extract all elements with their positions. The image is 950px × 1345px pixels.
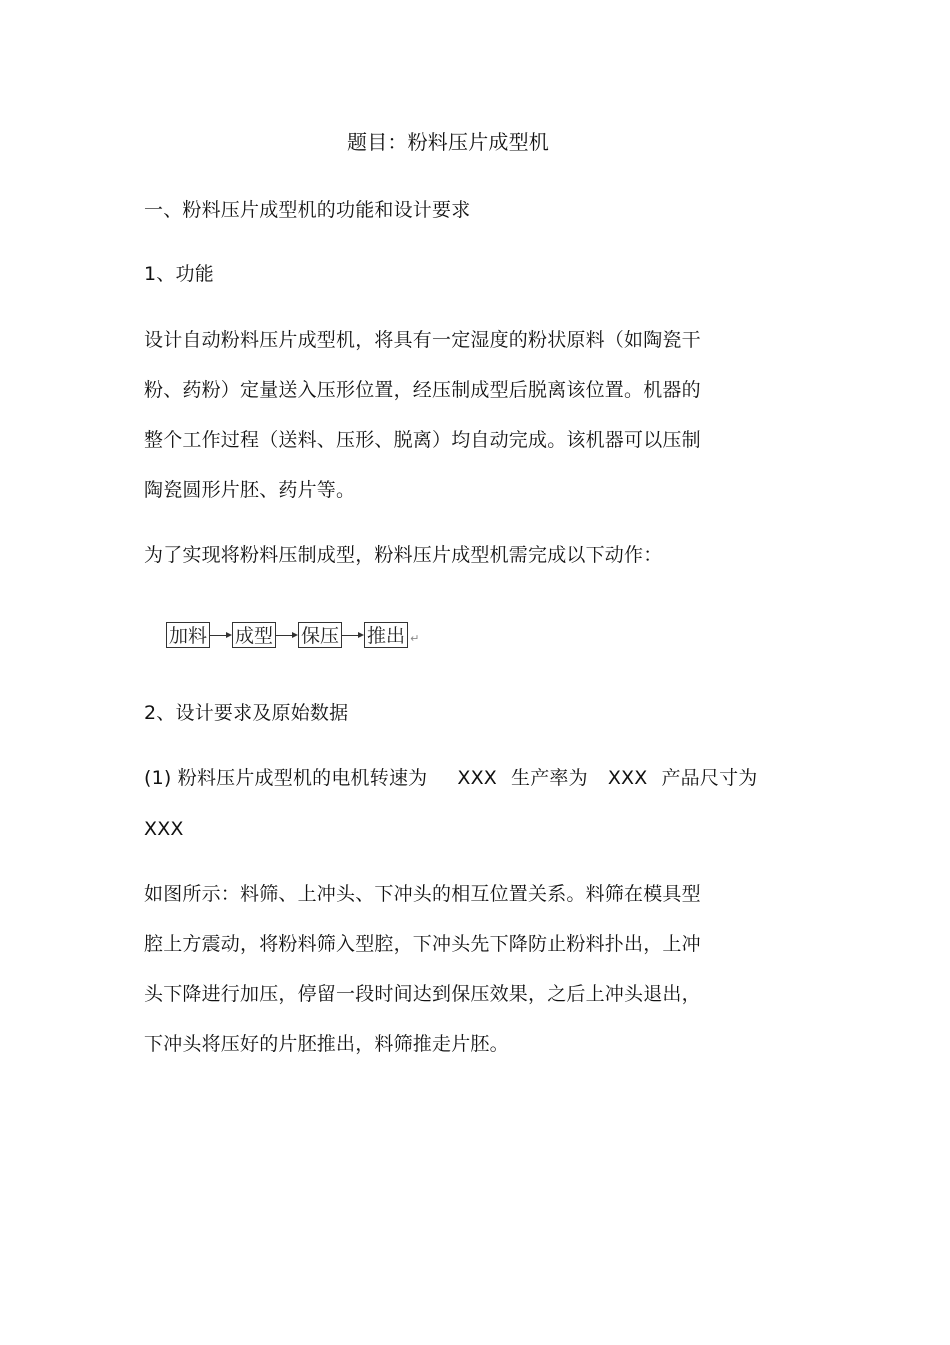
arrow-right-icon [210,629,232,641]
flow-step-box: 保压 [298,622,342,648]
actions-intro: 为了实现将粉料压制成型，粉料压片成型机需完成以下动作： [144,544,663,566]
motor-speed-value: XXX [457,767,498,789]
paragraph-line: 设计自动粉料压片成型机，将具有一定湿度的粉状原料（如陶瓷干 [144,329,701,351]
flow-step-box: 加料 [166,622,210,648]
production-rate-value: XXX [607,767,648,789]
document-title: 题目：粉料压片成型机 [347,130,549,154]
paragraph-line: 头下降进行加压，停留一段时间达到保压效果，之后上冲头退出， [144,983,701,1005]
paragraph-line: 整个工作过程（送料、压形、脱离）均自动完成。该机器可以压制 [144,429,701,451]
paragraph-line: 腔上方震动，将粉料筛入型腔，下冲头先下降防止粉料扑出，上冲 [144,933,701,955]
flow-step-box: 成型 [232,622,276,648]
arrow-right-icon [276,629,298,641]
section-heading: 一、粉料压片成型机的功能和设计要求 [144,199,471,221]
paragraph-line: 如图所示：料筛、上冲头、下冲头的相互位置关系。料筛在模具型 [144,883,701,905]
requirement-prefix: (1) 粉料压片成型机的电机转速为 [144,767,428,789]
subsection-heading-function: 1、功能 [144,263,214,285]
requirement-line [144,766,758,790]
requirement-text: 生产率为 [511,767,588,789]
arrow-right-icon [342,629,364,641]
paragraph-line: 粉、药粉）定量送入压形位置，经压制成型后脱离该位置。机器的 [144,379,701,401]
flow-step-box: 推出 [364,622,408,648]
requirement-text: 产品尺寸为 [661,767,758,789]
paragraph-line: 下冲头将压好的片胚推出，料筛推走片胚。 [144,1033,509,1055]
subsection-heading-requirements: 2、设计要求及原始数据 [144,702,349,724]
paragraph-line: 陶瓷圆形片胚、药片等。 [144,479,356,501]
process-flow-diagram [166,620,419,650]
paragraph-return-icon: ↵ [410,631,420,645]
product-size-value: XXX [144,818,184,840]
